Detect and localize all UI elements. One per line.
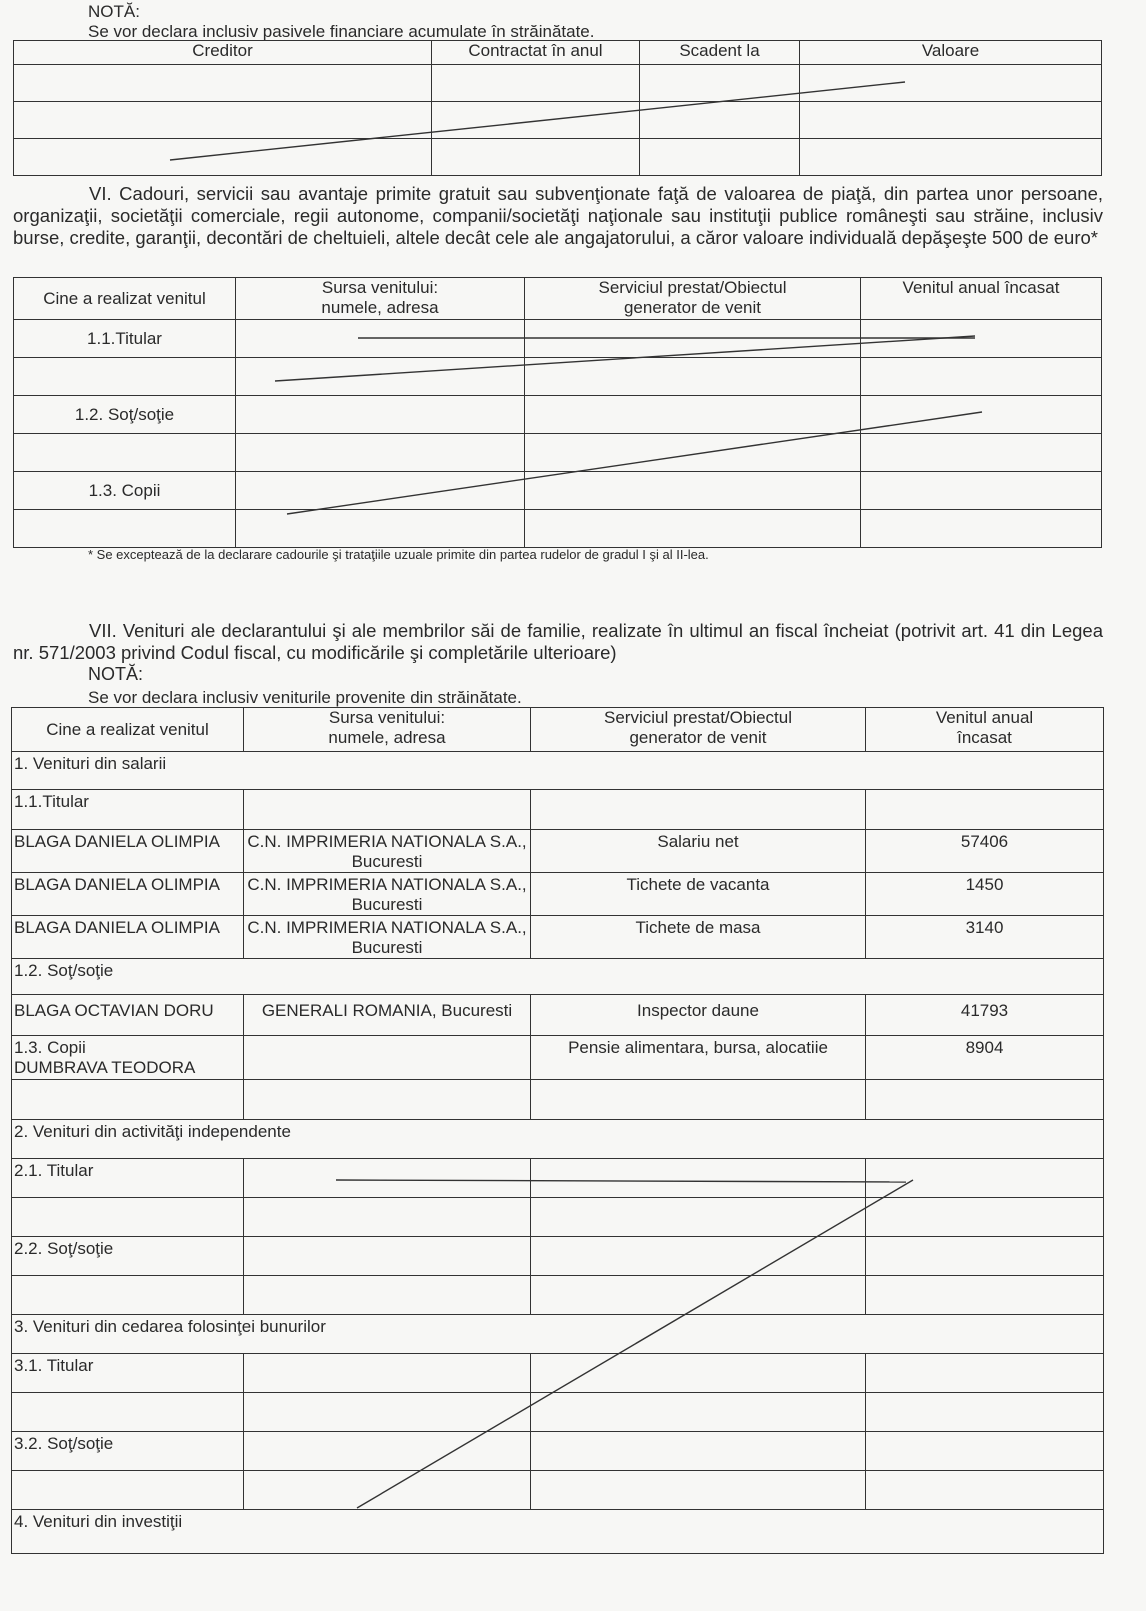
row-label-titular: 1.1.Titular	[14, 320, 236, 358]
header-who: Cine a realizat venitul	[12, 708, 244, 752]
section6-footnote: * Se exceptează de la declarare cadourile şi trataţiile uzuale primite din partea rudelor de gradul I şi al II-lea.	[88, 547, 709, 562]
cell-who: BLAGA OCTAVIAN DORU	[12, 995, 244, 1036]
income-table	[11, 707, 1104, 1554]
table-row	[12, 995, 1104, 1036]
row-label-titular: 3.1. Titular	[12, 1354, 244, 1393]
table-row	[14, 510, 1102, 548]
table-row	[14, 396, 1102, 434]
header-source: Sursa venitului: numele, adresa	[236, 278, 525, 320]
row-label-titular: 2.1. Titular	[12, 1159, 244, 1198]
cell-income: 1450	[866, 873, 1104, 916]
section7-note-label: NOTĂ:	[88, 664, 144, 684]
table-row	[12, 1276, 1104, 1315]
section6-paragraph: VI. Cadouri, servicii sau avantaje primite gratuit sau subvenţionate faţă de valoarea de piaţă, din partea unor persoane, organizaţii, societăţii comerciale, regii autonome, companii/societăţi naţionale sau instituţii publice româneşti sau străine, inclusiv burse, credite, garanţii, decontări de cheltuieli, altele decât cele ale angajatorului, a căror valoare individuală depăşeşte 500 de euro*	[13, 183, 1103, 248]
debts-table	[13, 40, 1102, 176]
cell-service: Inspector daune	[531, 995, 866, 1036]
header-service: Serviciul prestat/Obiectul generator de venit	[525, 278, 861, 320]
row-label-spouse: 3.2. Soţ/soţie	[12, 1432, 244, 1471]
cell-who: BLAGA DANIELA OLIMPIA	[12, 873, 244, 916]
header-income: Venitul anual încasat	[866, 708, 1104, 752]
category-salaries: 1. Venituri din salarii	[12, 752, 1104, 790]
cell-service: Tichete de masa	[531, 916, 866, 959]
cell-who: BLAGA DANIELA OLIMPIA	[12, 916, 244, 959]
table-row	[14, 434, 1102, 472]
header-contracted-year: Contractat în anul	[432, 41, 640, 65]
cell-source: C.N. IMPRIMERIA NATIONALA S.A., Bucuresti	[244, 830, 531, 873]
table-row	[14, 472, 1102, 510]
cell-income: 3140	[866, 916, 1104, 959]
table-row	[14, 358, 1102, 396]
table-row	[12, 873, 1104, 916]
table-row	[12, 1080, 1104, 1120]
table-row	[12, 916, 1104, 959]
category-independent: 2. Venituri din activităţi independente	[12, 1120, 1104, 1159]
header-value: Valoare	[800, 41, 1102, 65]
table-row	[12, 1198, 1104, 1237]
cell-service: Tichete de vacanta	[531, 873, 866, 916]
cell-source: C.N. IMPRIMERIA NATIONALA S.A., Bucuresti	[244, 916, 531, 959]
section7-note-text: Se vor declara inclusiv veniturile provenite din străinătate.	[88, 688, 522, 707]
table-row	[12, 1036, 1104, 1080]
header-source: Sursa venitului: numele, adresa	[244, 708, 531, 752]
gifts-table	[13, 277, 1102, 548]
table-row	[14, 65, 1102, 102]
cell-income: 41793	[866, 995, 1104, 1036]
header-creditor: Creditor	[14, 41, 432, 65]
row-label-spouse: 1.2. Soţ/soţie	[14, 396, 236, 434]
cell-income: 57406	[866, 830, 1104, 873]
cell-who: 1.3. Copii DUMBRAVA TEODORA	[12, 1036, 244, 1080]
row-label-spouse: 2.2. Soţ/soţie	[12, 1237, 244, 1276]
category-investments: 4. Venituri din investiţii	[12, 1510, 1104, 1554]
cell-source: C.N. IMPRIMERIA NATIONALA S.A., Bucuresti	[244, 873, 531, 916]
table-row	[12, 1471, 1104, 1510]
header-income: Venitul anual încasat	[861, 278, 1102, 320]
cell-source: GENERALI ROMANIA, Bucuresti	[244, 995, 531, 1036]
cell-who: BLAGA DANIELA OLIMPIA	[12, 830, 244, 873]
cell-income: 8904	[866, 1036, 1104, 1080]
row-label-children: 1.3. Copii	[14, 472, 236, 510]
cell-service: Salariu net	[531, 830, 866, 873]
row-label-spouse: 1.2. Soţ/soţie	[12, 959, 1104, 995]
note-text: Se vor declara inclusiv pasivele financiare acumulate în străinătate.	[88, 22, 595, 41]
note-label: NOTĂ:	[88, 2, 140, 21]
header-who: Cine a realizat venitul	[14, 278, 236, 320]
table-row	[12, 830, 1104, 873]
row-label-titular: 1.1.Titular	[12, 790, 244, 830]
table-row	[12, 1393, 1104, 1432]
table-row	[14, 320, 1102, 358]
table-row	[14, 139, 1102, 176]
header-service: Serviciul prestat/Obiectul generator de venit	[531, 708, 866, 752]
category-property-use: 3. Venituri din cedarea folosinţei bunurilor	[12, 1315, 1104, 1354]
section7-paragraph: VII. Venituri ale declarantului şi ale membrilor săi de familie, realizate în ultimul an fiscal încheiat (potrivit art. 41 din Legea nr. 571/2003 privind Codul fiscal, cu modificările şi completările ulterioare)	[13, 620, 1103, 663]
cell-service: Pensie alimentara, bursa, alocatiie	[531, 1036, 866, 1080]
table-row	[14, 102, 1102, 139]
header-due-date: Scadent la	[640, 41, 800, 65]
